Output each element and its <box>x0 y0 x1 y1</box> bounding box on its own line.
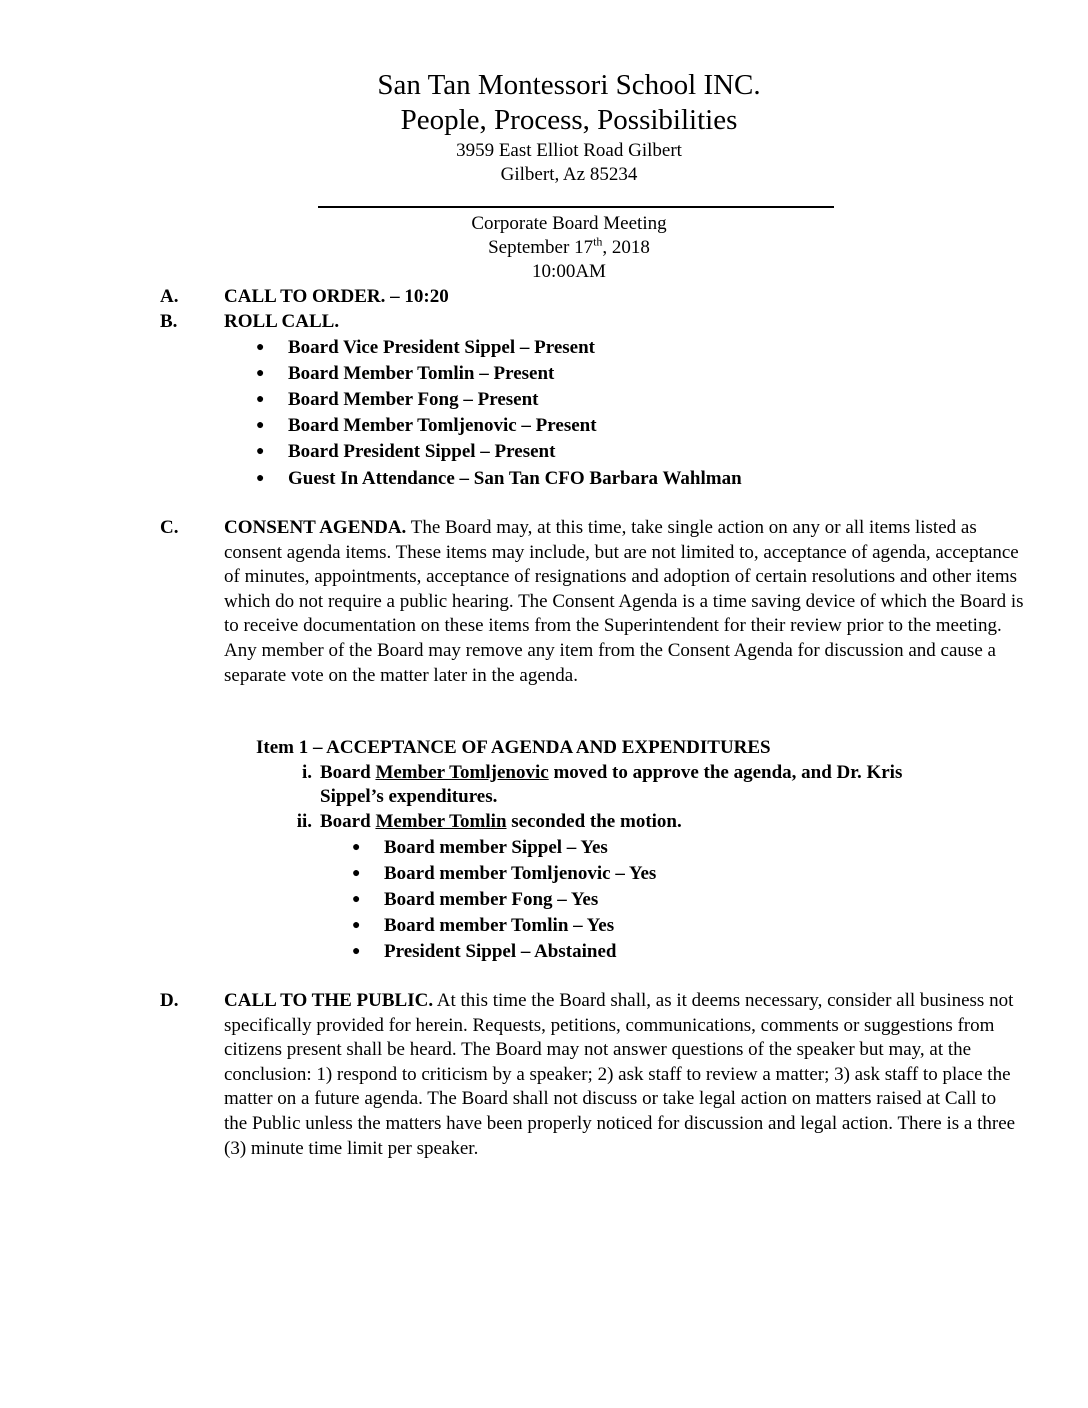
address-line-2: Gilbert, Az 85234 <box>500 164 638 185</box>
motion-i-text-line2: Sippel’s expenditures. <box>320 786 498 807</box>
vote-item: Board member Tomlin – Yes <box>384 915 615 936</box>
section-b-heading: ROLL CALL. <box>224 311 340 332</box>
roll-call-item: Board Member Fong – Present <box>288 389 539 410</box>
roll-call-item: Board President Sippel – Present <box>288 441 556 462</box>
section-d-letter: D. <box>160 990 179 1011</box>
bullet-icon: ● <box>256 471 265 486</box>
roll-call-item: Guest In Attendance – San Tan CFO Barbara Wahlman <box>288 468 742 489</box>
header-divider <box>318 206 834 208</box>
bullet-icon: ● <box>352 892 361 907</box>
address-line-1: 3959 East Elliot Road Gilbert <box>456 140 682 161</box>
vote-item: Board member Tomljenovic – Yes <box>384 863 657 884</box>
consent-agenda-paragraph: CONSENT AGENDA. The Board may, at this time, take single action on any or all items listed as consent agenda items. These items may include, but are not limited to, acceptance of agenda, acceptance of minutes, appointments, acceptance of resignations and adoption of certain resolutions and other items which do not require a public hearing. The Consent Agenda is a time saving device of which the Board is to receive documentation on these items from the Superintendent for their review prior to the meeting. Any member of the Board may remove any item from the Consent Agenda for discussion and cause a separate vote on the matter later in the agenda. <box>224 517 1024 686</box>
meeting-title: Corporate Board Meeting <box>471 213 667 234</box>
vote-item: Board member Sippel – Yes <box>384 837 608 858</box>
meeting-time: 10:00AM <box>532 261 606 282</box>
section-a-letter: A. <box>160 286 179 307</box>
roll-call-item: Board Member Tomljenovic – Present <box>288 415 597 436</box>
bullet-icon: ● <box>352 918 361 933</box>
section-c-letter: C. <box>160 517 179 538</box>
roll-call-item: Board Member Tomlin – Present <box>288 363 555 384</box>
vote-item: President Sippel – Abstained <box>384 941 617 962</box>
bullet-icon: ● <box>256 444 265 459</box>
vote-item: Board member Fong – Yes <box>384 889 599 910</box>
bullet-icon: ● <box>352 866 361 881</box>
motion-ii-number: ii. <box>296 811 312 832</box>
section-a-heading: CALL TO ORDER. – 10:20 <box>224 286 449 307</box>
org-name: San Tan Montessori School INC. <box>377 69 761 101</box>
motion-i-text: Board Member Tomljenovic moved to approve the agenda, and Dr. Kris <box>320 762 903 783</box>
bullet-icon: ● <box>352 944 361 959</box>
bullet-icon: ● <box>256 340 265 355</box>
item-1-title: Item 1 – ACCEPTANCE OF AGENDA AND EXPENDITURES <box>256 737 771 758</box>
bullet-icon: ● <box>352 840 361 855</box>
call-to-public-paragraph: CALL TO THE PUBLIC. At this time the Board shall, as it deems necessary, consider all business not specifically provided for herein. Requests, petitions, communications, comments or suggestions from citizens present shall be heard. The Board may not answer questions of the speaker but may, at the conclusion: 1) respond to criticism by a speaker; 2) ask staff to review a matter; 3) ask staff to place the matter on a future agenda. The Board shall not discuss or take legal action on matters raised at Call to the Public unless the matters have been properly noticed for discussion and legal action. There is a three (3) minute time limit per speaker. <box>224 990 1016 1159</box>
bullet-icon: ● <box>256 392 265 407</box>
tagline: People, Process, Possibilities <box>400 104 738 136</box>
meeting-date: September 17th, 2018 <box>488 234 650 258</box>
motion-i-number: i. <box>301 762 312 783</box>
bullet-icon: ● <box>256 418 265 433</box>
motion-ii-text: Board Member Tomlin seconded the motion. <box>320 811 682 832</box>
section-b-letter: B. <box>160 311 178 332</box>
roll-call-item: Board Vice President Sippel – Present <box>288 337 595 358</box>
bullet-icon: ● <box>256 366 265 381</box>
